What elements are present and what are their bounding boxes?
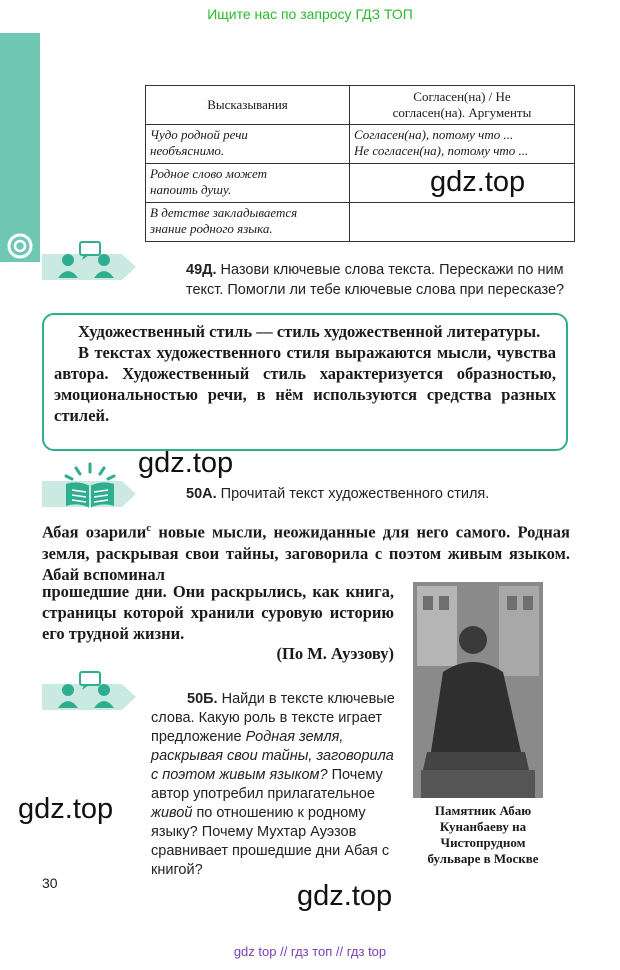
statement-cell: Чудо родной речи необъяснимо. [146,125,350,164]
rule-box [42,313,568,451]
rule-definition: Художественный стиль — стиль художественной литературы. [78,322,541,341]
table-row [146,203,575,242]
top-banner[interactable]: Ищите нас по запросу ГДЗ ТОП [207,6,413,22]
watermark: gdz.top [297,880,393,912]
photo-caption: Памятник Абаю Кунанбаеву на Чистопрудном бульваре в Москве [427,803,539,866]
literary-text-narrow: прошедшие дни. Они раскрылись, как книга, страницы которой хранили суровую историю его трудной жизни. [42,582,394,643]
table-row [146,125,575,164]
statement-cell: Родное слово может напоить душу. [146,164,350,203]
literary-text-full: Абая озарили$^с$ новые мысли, неожиданные для него самого. Родная земля, раскрывая свои тайны, заговорила с поэтом живым языком. Абай вспоминал [42,522,570,584]
watermark: gdz.top [430,166,526,198]
swirl-icon [0,226,40,262]
task-49 [186,260,570,300]
text-source: (По М. Ауэзову) [276,644,394,663]
task-50b: 50Б. Найди в тексте ключевые слова. Какую роль в тексте играет предложение Родная земля, раскрывая свои тайны, заговорила с поэтом живым языком? Почему автор употребил прилагательное живой по отношению к родному языку? Почему Мухтар Ауэзов сравнивает прошедшие дни Абая с книгой? [151,691,395,878]
side-decor-bar [0,33,40,258]
argument-cell: Согласен(на), потому что ... Не согласен(на), потому что ... [350,125,575,164]
header-agree: Согласен(на) / Не согласен(на). Аргументы [350,86,575,125]
argument-cell [350,203,575,242]
monument-photo [413,582,543,798]
task-number: 50А. [186,486,217,502]
dialogue-icon [54,670,120,714]
open-book-icon [62,462,118,510]
rule-description: В текстах художественного стиля выражаются мысли, чувства автора. Художественный стиль характеризуется образностью, эмоциональностью речи, в нём используются средства разных стилей. [54,343,556,425]
header-statements: Высказывания [146,86,350,125]
statement-cell: В детстве закладывается знание родного языка. [146,203,350,242]
task-number: 49Д. [186,262,217,278]
task-text: Назови ключевые слова текста. Перескажи по ним текст. Помогли ли тебе ключевые слова при пересказе? [186,262,565,298]
watermark: gdz.top [138,447,234,479]
bottom-links[interactable]: gdz top // гдз топ // гдз top [233,944,387,959]
task-50a [186,484,570,504]
task-text: Прочитай текст художественного стиля. [220,486,490,502]
watermark: gdz.top [18,793,114,825]
page-number: 30 [42,875,58,891]
statements-table [145,85,575,242]
accent-mark: с [146,522,152,534]
task-number: 50Б. [187,691,218,707]
table-header-row [146,86,575,125]
dialogue-icon [54,240,120,284]
